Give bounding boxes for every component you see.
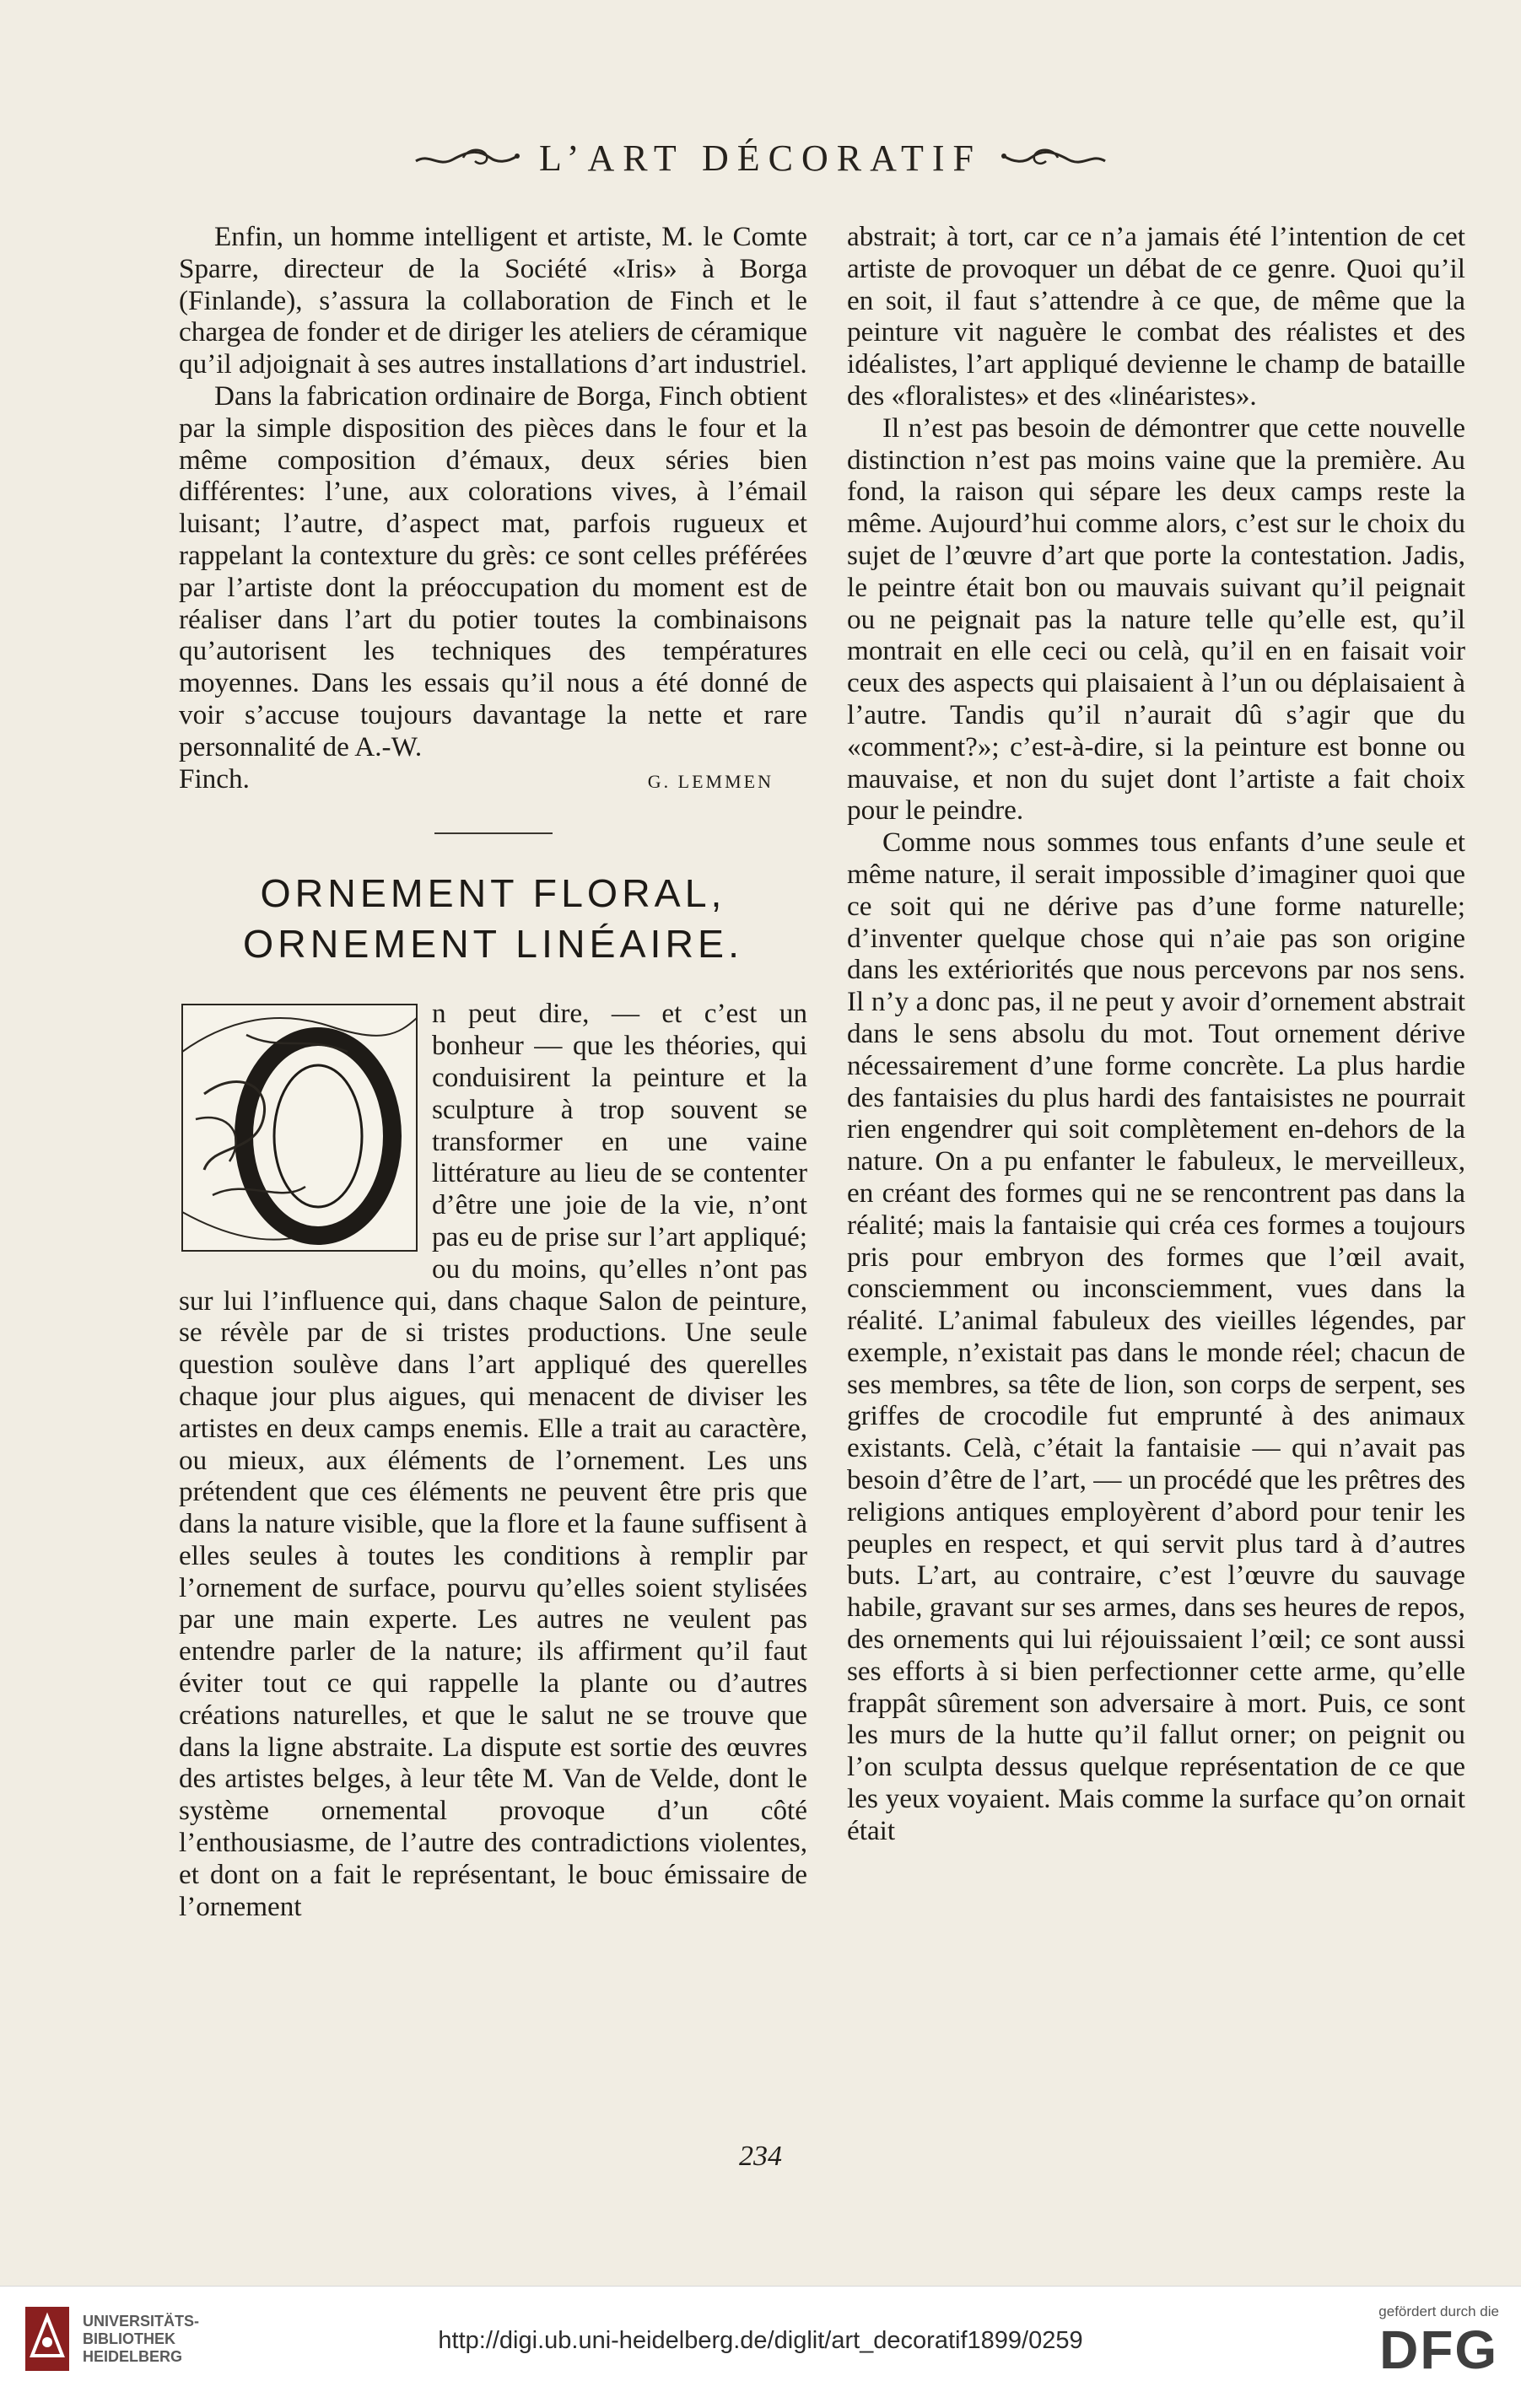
decorated-initial-o [179,1001,420,1254]
paragraph: Comme nous sommes tous enfants d’une seule et même nature, il serait impossible d’imaginer quoi que ce soit qui ne dérive pas d’une forme naturelle; d’inventer quelque chose qui n’aie pas son origine dans les extériorités que nous percevons par nos sens. Il n’y a donc pas, il ne peut y avoir d’ornement abstrait dans le sens absolu du mot. Tout ornement dérive nécessairement d’une forme concrète. La plus hardie des fantaisies du plus hardi des fantaisistes ne pourrait rien engendrer qui soit complètement en-dehors de la nature. On a pu enfanter le fabuleux, le merveilleux, en créant des formes qui ne se rencontrent pas dans la réalité; mais la fantaisie qui créa ces formes a toujours pris pour embryon des formes que l’œil avait, consciemment ou inconsciemment, vues dans la réalité. L’animal fabuleux des vieilles légendes, par exemple, n’existait pas dans le monde réel; chacun de ses membres, sa tête de lion, son corps de serpent, ses griffes de crocodile fut emprunté à des animaux existants. Celà, c’était la fantaisie — qui n’avait pas besoin d’être de l’art, — un procédé que les prêtres des religions antiques employèrent d’abord pour tenir les peuples en respect, et qui servit plus tard à d’autres buts. L’art, au contraire, c’est l’œuvre du sauvage habile, gravant sur ses armes, dans ses heures de repos, des ornements qui lui réjouissaient l’œil; ce sont aussi ses efforts à si bien perfectionner cette arme, qu’elle frappât sûrement son adversaire à mort. Puis, ce sont les murs de la hutte qu’il fallut orner; on peignit ou l’on sculpta dessus quelque représentation de ce que les yeux voyaient. Mais comme la surface qu’on ornait était [847,827,1465,1846]
source-url[interactable]: http://digi.ub.uni-heidelberg.de/diglit/art_decoratif1899/0259 [438,2327,1083,2354]
paragraph: Enfin, un homme intelligent et artiste, M. le Comte Sparre, directeur de la Société «Iris» à Borga (Finlande), s’assura la collaboration de Finch et le chargea de fonder et de diriger les ateliers de céramique qu’il adjoignait à ses autres installations d’art industriel. [179,221,807,380]
section-divider [434,832,553,834]
paragraph: n peut dire, — et c’est un bonheur — que les théories, qui conduisirent la peinture et la sculpture à trop souvent se transformer en une vaine littérature au lieu de se contenter d’être une joie de la vie, n’ont pas eu de prise sur l’art appliqué; ou du moins, qu’elles n’ont pas sur lui l’influence qui, dans chaque Salon de peinture, se révèle par de si tristes productions. Une seule question soulève dans l’art appliqué des querelles chaque jour plus aigues, qui menacent de diviser les artistes en deux camps enemis. Elle a trait au caractère, ou mieux, aux éléments de l’ornement. Les uns prétendent que ces éléments ne peuvent être pris que dans la nature visible, que la flore et la faune suffisent à elles seules à toutes les conditions à remplir par l’ornement de surface, pourvu qu’elles soient stylisées par une main experte. Les autres ne veulent pas entendre parler de la nature; ils affirment qu’il faut éviter tout ce qui rappelle la plante ou d’autres créations naturelles, et que le salut ne se trouve que dans la ligne abstraite. La dispute est sortie des œuvres des artistes belges, à leur tête M. Van de Velde, dont le système ornemental provoque d’un côté l’enthousiasme, de l’autre des contradictions violentes, et dont on a fait le représentant, le bouc émissaire de l’ornement [179,998,807,1922]
left-flourish-ornament [413,144,522,173]
section-title-line-1: ORNEMENT FLORAL, [260,871,726,916]
ornamental-initial-icon [179,1001,420,1254]
paragraph: Il n’est pas besoin de démontrer que cette nouvelle distinction n’est pas moins vaine que la première. Au fond, la raison qui sépare les deux camps reste la même. Aujourd’hui comme alors, c’est sur le choix du sujet de l’œuvre d’art que porte la contestation. Jadis, le peintre était bon ou mauvais suivant qu’il peignait ou ne peignait pas la nature telle qu’elle est, qu’il montrait en elle ceci ou celà, qu’il en en faisait voir ceux des aspects qui plaisaient à l’un ou déplaisaient à l’autre. Tandis qu’il n’aurait dû s’agir que du «comment?»; c’est-à-dire, si la peinture est bonne ou mauvaise, et non du sujet dont l’artiste a fait choix pour le peindre. [847,412,1465,827]
running-head [0,137,1521,180]
author-signature: G. LEMMEN [647,770,774,792]
paragraph: abstrait; à tort, car ce n’a jamais été l’intention de cet artiste de provoquer un débat de ce genre. Quoi qu’il en soit, il faut s’attendre à ce que, de même que la peinture vit naguère le combat des réalistes et des idéalistes, l’art appliqué devienne le champ de bataille des «floralistes» et des «linéaristes». [847,221,1465,412]
running-title: L’ART DÉCORATIF [538,137,983,179]
paragraph: Dans la fabrication ordinaire de Borga, Finch obtient par la simple disposition des pièces dans le four et la même composition d’émaux, deux séries bien différentes: l’une, aux colorations vives, à l’émail luisant; l’autre, d’aspect mat, parfois rugueux et rappelant la contexture du grès: ce sont celles préférées par l’artiste dont la préoccupation du moment est de réaliser dans l’art du potier toutes la combinaisons qu’autorisent les techniques des températures moyennes. Dans les essais qu’il nous a été donné de voir s’accuse toujours davantage la nette et rare personnalité de A.-W. [179,380,807,762]
right-column [847,221,1465,1847]
library-line-2: BIBLIOTHEK [83,2330,175,2347]
left-column [179,221,807,1922]
digitization-footer [0,2286,1521,2408]
library-line-1: UNIVERSITÄTS- [83,2312,200,2330]
paragraph-end: Finch. [179,762,250,795]
dfg-logo [1378,2303,1499,2379]
page-number: 234 [739,2141,782,2172]
dfg-mark: DFG [1379,2319,1499,2380]
right-flourish-ornament [999,144,1108,173]
section-title-line-2: ORNEMENT LINÉAIRE. [243,922,743,967]
signature-line [179,763,807,798]
library-line-3: HEIDELBERG [83,2347,183,2365]
funded-by-label: gefördert durch die [1378,2303,1499,2319]
section-title [179,868,807,969]
